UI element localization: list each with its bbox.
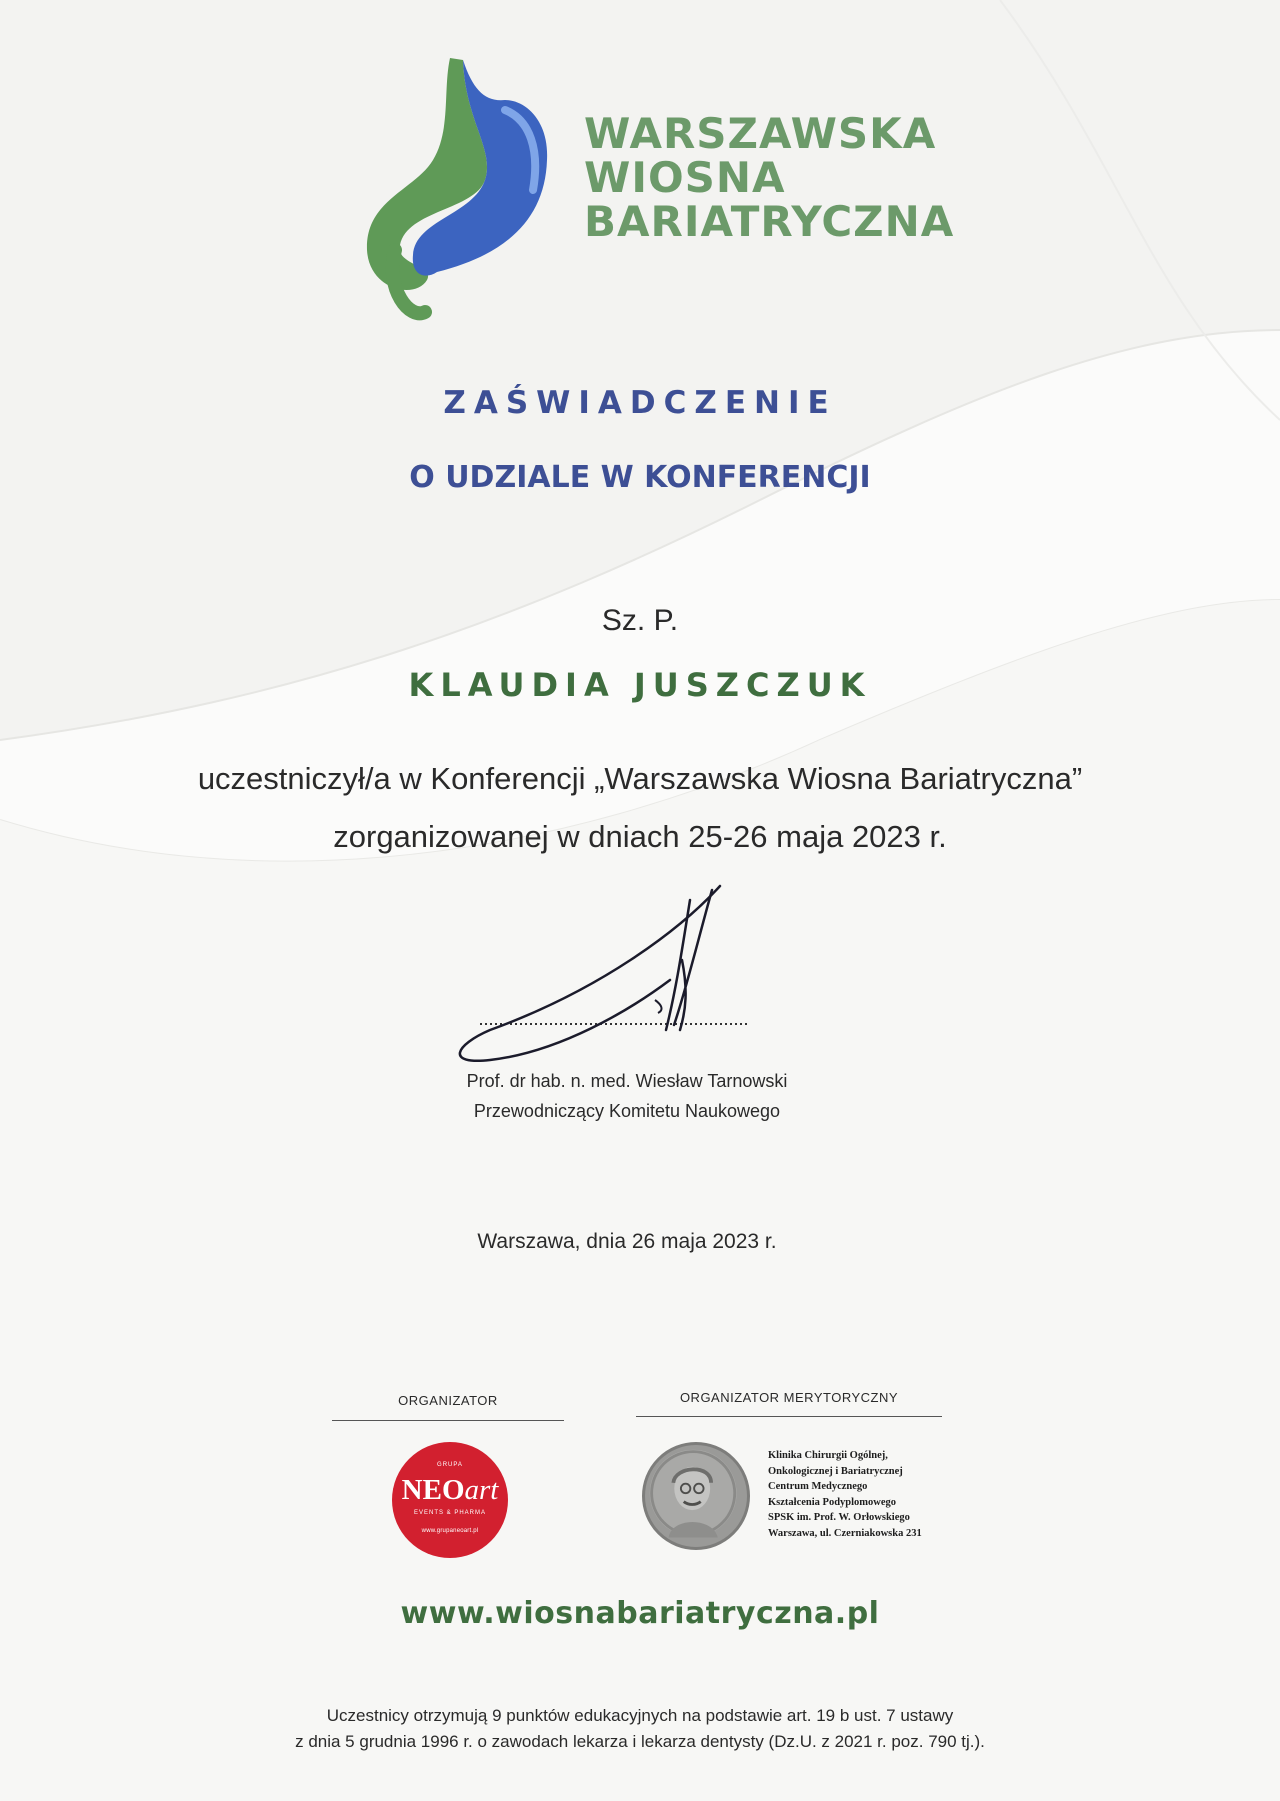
neoart-url: www.grupaneoart.pl xyxy=(421,1528,479,1534)
neoart-art: art xyxy=(464,1474,499,1506)
orlowski-medal-icon xyxy=(642,1442,750,1550)
logo-text xyxy=(584,109,955,246)
signatory xyxy=(0,1066,1254,1126)
clinic-line: Kształcenia Podyplomowego xyxy=(768,1496,897,1508)
website-link[interactable]: www.wiosnabariatryczna.pl xyxy=(400,1596,880,1631)
clinic-line: SPSK im. Prof. W. Orłowskiego xyxy=(768,1512,910,1523)
neoart-wordmark xyxy=(392,1474,508,1507)
logo-line1: WARSZAWSKA xyxy=(584,109,937,158)
organizer-label: ORGANIZATOR xyxy=(398,1393,498,1408)
signatory-role: Przewodniczący Komitetu Naukowego xyxy=(473,1101,781,1121)
neoart-tagline: EVENTS & PHARMA xyxy=(413,1510,486,1516)
scientific-organizer-divider xyxy=(636,1416,942,1417)
organizer-divider xyxy=(332,1420,564,1421)
certificate-subtitle: O UDZIALE W KONFERENCJI xyxy=(409,460,871,495)
neoart-top: GRUPA xyxy=(437,1462,463,1468)
footer-note xyxy=(0,1703,1280,1755)
certificate-title: ZAŚWIADCZENIE xyxy=(443,385,837,421)
footer-line2: z dnia 5 grudnia 1996 r. o zawodach lekarza i lekarza dentysty (Dz.U. z 2021 r. poz. 790 tj.). xyxy=(295,1732,985,1751)
logo-line3: BARIATRYCZNA xyxy=(584,197,955,246)
scientific-organizer-label: ORGANIZATOR MERYTORYCZNY xyxy=(679,1390,899,1405)
clinic-line: Onkologicznej i Bariatrycznej xyxy=(768,1465,903,1477)
body-line1: uczestniczył/a w Konferencji „Warszawska Wiosna Bariatryczna” xyxy=(197,761,1083,796)
clinic-line: Warszawa, ul. Czerniakowska 231 xyxy=(768,1527,922,1539)
recipient-name: KLAUDIA JUSZCZUK xyxy=(408,666,872,704)
signature xyxy=(450,880,780,1070)
footer-line1: Uczestnicy otrzymują 9 punktów edukacyjnych na podstawie art. 19 b ust. 7 ustawy xyxy=(326,1706,954,1725)
place-date: Warszawa, dnia 26 maja 2023 r. xyxy=(477,1230,777,1253)
clinic-info xyxy=(768,1448,922,1541)
body-line2: zorganizowanej w dniach 25-26 maja 2023 r. xyxy=(333,819,947,854)
neoart-logo xyxy=(392,1442,508,1558)
signatory-name: Prof. dr hab. n. med. Wiesław Tarnowski xyxy=(466,1071,788,1091)
logo-line2: WIOSNA xyxy=(584,153,786,202)
clinic-line: Centrum Medycznego xyxy=(768,1481,868,1492)
certificate-body xyxy=(0,750,1280,866)
stomach-icon xyxy=(355,50,555,330)
neoart-neo: NEO xyxy=(401,1474,465,1506)
clinic-line: Klinika Chirurgii Ogólnej, xyxy=(768,1450,888,1461)
salutation: Sz. P. xyxy=(601,604,679,637)
